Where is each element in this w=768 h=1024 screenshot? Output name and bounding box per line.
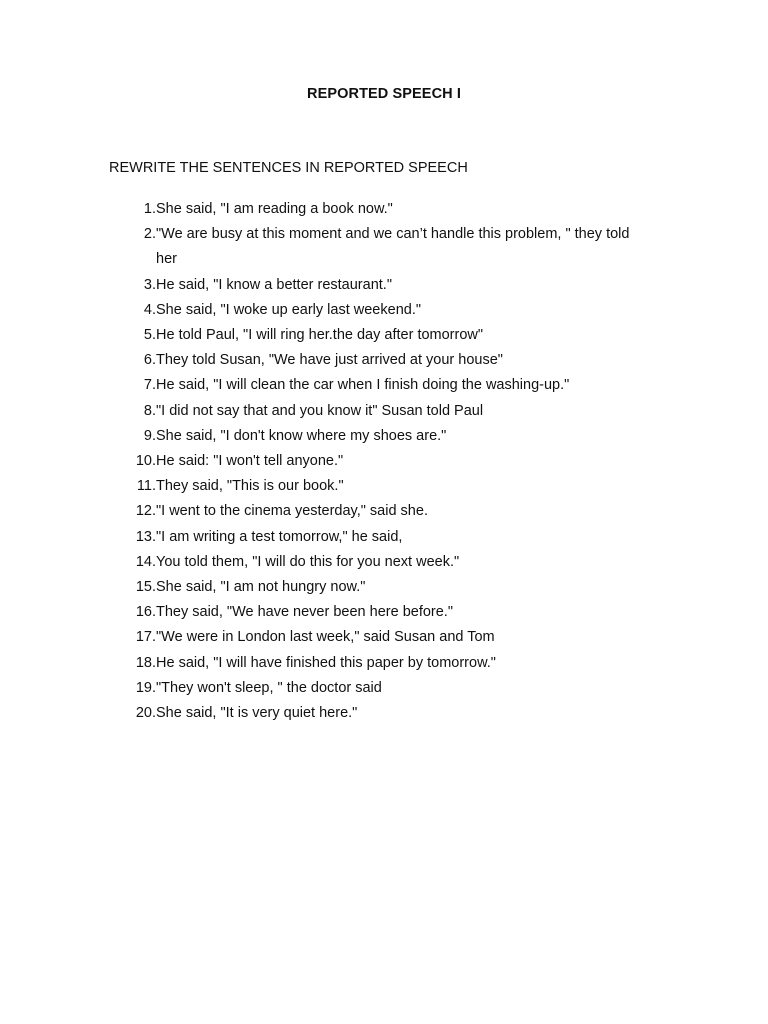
list-item-text: She said, "I woke up early last weekend." [156, 301, 421, 318]
list-item-number-cell [110, 499, 156, 524]
list-item [110, 474, 650, 499]
list-item-text: They said, "This is our book." [156, 478, 344, 495]
list-item [110, 273, 650, 298]
list-item [110, 222, 650, 272]
list-item-number-cell [110, 348, 156, 373]
list-item-number-cell [110, 273, 156, 298]
list-item-number-cell [110, 449, 156, 474]
list-item-number-cell [110, 701, 156, 726]
list-item-text: "I am writing a test tomorrow," he said, [156, 528, 403, 545]
list-item-text: He said, "I will clean the car when I finish doing the washing-up." [156, 377, 570, 394]
list-item-text: She said, "I don't know where my shoes are." [156, 427, 447, 444]
list-item-number: 17. [135, 629, 156, 646]
list-item-text: He said, "I will have finished this paper by tomorrow." [156, 654, 496, 671]
sentence-list [110, 197, 650, 726]
list-item-text: "I went to the cinema yesterday," said she. [156, 503, 428, 520]
list-item-text: "We were in London last week," said Susan and Tom [156, 629, 495, 646]
list-item-number: 20. [135, 705, 156, 722]
list-item-number-cell [110, 298, 156, 323]
list-item-number: 9. [143, 427, 156, 444]
list-item-number-cell [110, 197, 156, 222]
list-item-number: 4. [143, 301, 156, 318]
list-item-number: 15. [135, 579, 156, 596]
list-item-number: 8. [143, 402, 156, 419]
list-item [110, 701, 650, 726]
list-item-number: 19. [135, 679, 156, 696]
list-item-number-cell [110, 651, 156, 676]
list-item-number: 7. [143, 377, 156, 394]
list-item-number-cell [110, 222, 156, 272]
list-item [110, 550, 650, 575]
instruction-heading: REWRITE THE SENTENCES IN REPORTED SPEECH [109, 160, 468, 176]
list-item [110, 575, 650, 600]
list-item-text: She said, "I am not hungry now." [156, 579, 366, 596]
list-item [110, 373, 650, 398]
list-item-number: 10. [135, 453, 156, 470]
page-title: REPORTED SPEECH I [307, 86, 461, 102]
list-item-text: They told Susan, "We have just arrived at your house" [156, 352, 503, 369]
list-item-number-cell [110, 399, 156, 424]
list-item-number: 12. [135, 503, 156, 520]
list-item [110, 348, 650, 373]
list-item [110, 197, 650, 222]
list-item-number-cell [110, 676, 156, 701]
list-item-text: He told Paul, "I will ring her.the day after tomorrow" [156, 327, 484, 344]
list-item-number: 13. [135, 528, 156, 545]
list-item-number: 1. [143, 201, 156, 217]
list-item [110, 499, 650, 524]
list-item-number: 16. [135, 604, 156, 621]
list-item-number: 18. [135, 654, 156, 671]
list-item [110, 298, 650, 323]
list-item-text: He said, "I know a better restaurant." [156, 276, 392, 293]
list-item-text: He said: "I won't tell anyone." [156, 453, 344, 470]
list-item-number-cell [110, 323, 156, 348]
list-item-number-cell [110, 373, 156, 398]
list-item [110, 651, 650, 676]
list-item-number: 14. [135, 553, 156, 570]
list-item [110, 676, 650, 701]
list-item-text: She said, "I am reading a book now." [156, 201, 393, 217]
list-item [110, 600, 650, 625]
list-item-number-cell [110, 525, 156, 550]
list-item-number: 2. [143, 226, 156, 243]
list-item-text: "They won't sleep, " the doctor said [156, 679, 382, 696]
list-item-number-cell [110, 424, 156, 449]
list-item-number-cell [110, 474, 156, 499]
list-item-number: 3. [143, 276, 156, 293]
list-item-text: "I did not say that and you know it" Susan told Paul [156, 402, 484, 419]
list-item-number: 5. [143, 327, 156, 344]
list-item [110, 323, 650, 348]
list-item-number-cell [110, 625, 156, 650]
list-item [110, 399, 650, 424]
list-item [110, 449, 650, 474]
list-item-number-cell [110, 575, 156, 600]
list-item-number: 11. [136, 478, 156, 495]
list-item-number-cell [110, 550, 156, 575]
list-item [110, 525, 650, 550]
list-item-text: You told them, "I will do this for you next week." [156, 553, 460, 570]
list-item-text: They said, "We have never been here before." [156, 604, 453, 621]
list-item-text: She said, "It is very quiet here." [156, 705, 358, 722]
list-item [110, 625, 650, 650]
list-item-number-cell [110, 600, 156, 625]
list-item [110, 424, 650, 449]
list-item-text: "We are busy at this moment and we can’t handle this problem, " they told her [156, 226, 630, 268]
list-item-number: 6. [143, 352, 156, 369]
